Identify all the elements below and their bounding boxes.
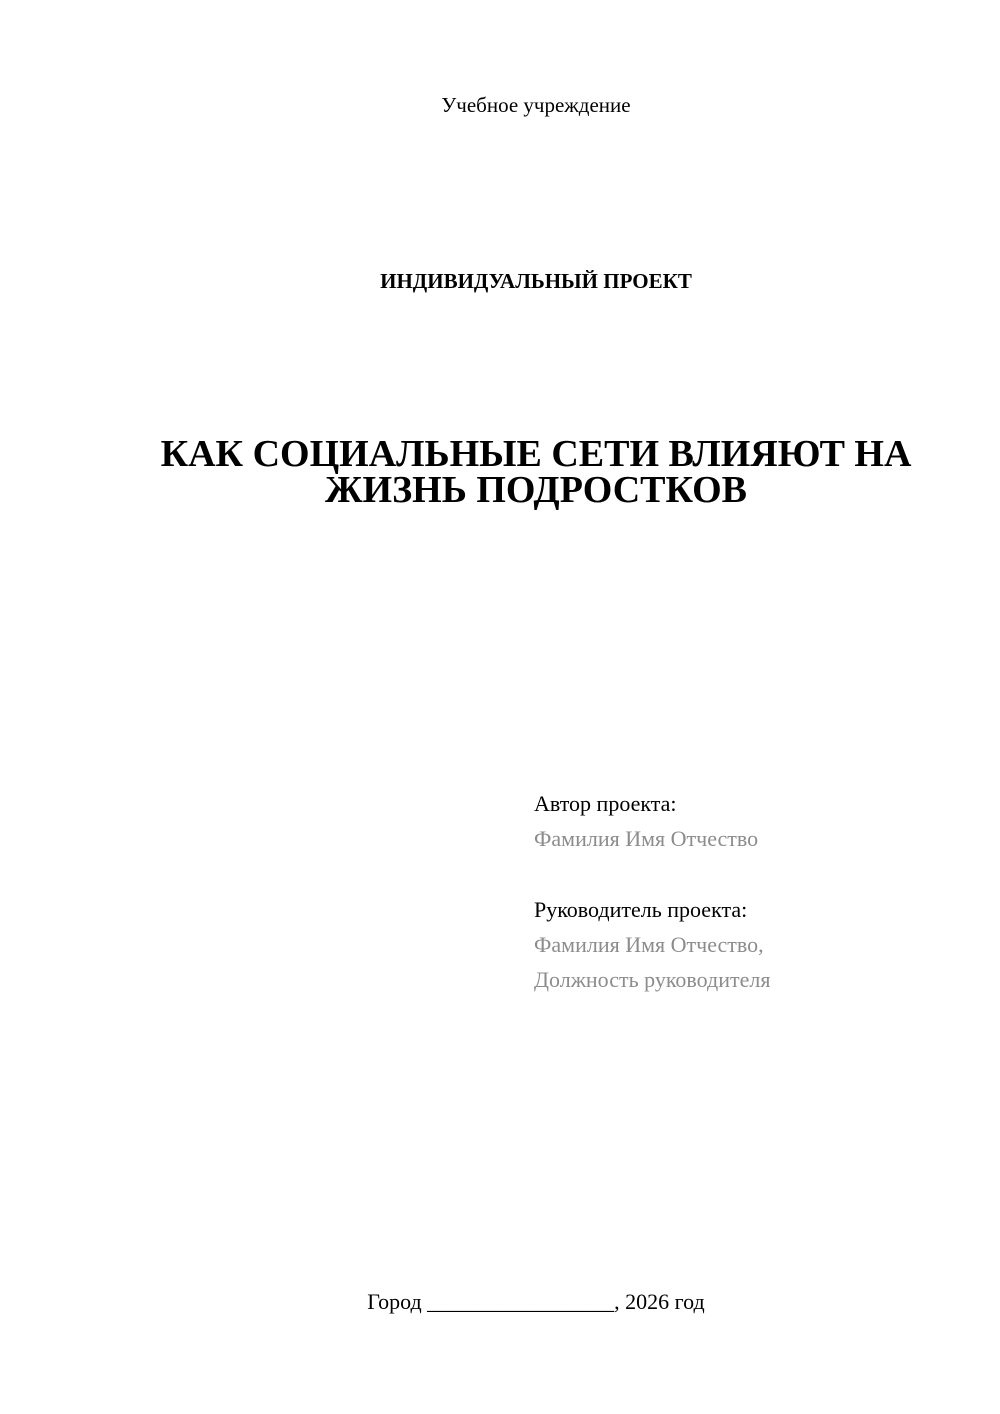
city-year-line: Город _________________, 2026 год: [367, 1289, 705, 1314]
supervisor-block: [534, 892, 974, 997]
supervisor-name-placeholder: Фамилия Имя Отчество,: [534, 932, 764, 957]
author-name-placeholder: Фамилия Имя Отчество: [534, 826, 759, 851]
author-block: [534, 786, 974, 856]
supervisor-label: Руководитель проекта:: [534, 897, 748, 922]
author-label: Автор проекта:: [534, 791, 677, 816]
project-type-heading: ИНДИВИДУАЛЬНЫЙ ПРОЕКТ: [380, 269, 692, 293]
project-title-line-1: КАК СОЦИАЛЬНЫЕ СЕТИ ВЛИЯЮТ НА: [160, 433, 912, 475]
institution-name: Учебное учреждение: [441, 93, 631, 117]
project-title: [0, 433, 1000, 511]
project-title-line-2: ЖИЗНЬ ПОДРОСТКОВ: [324, 469, 748, 511]
supervisor-position-placeholder: Должность руководителя: [534, 967, 771, 992]
